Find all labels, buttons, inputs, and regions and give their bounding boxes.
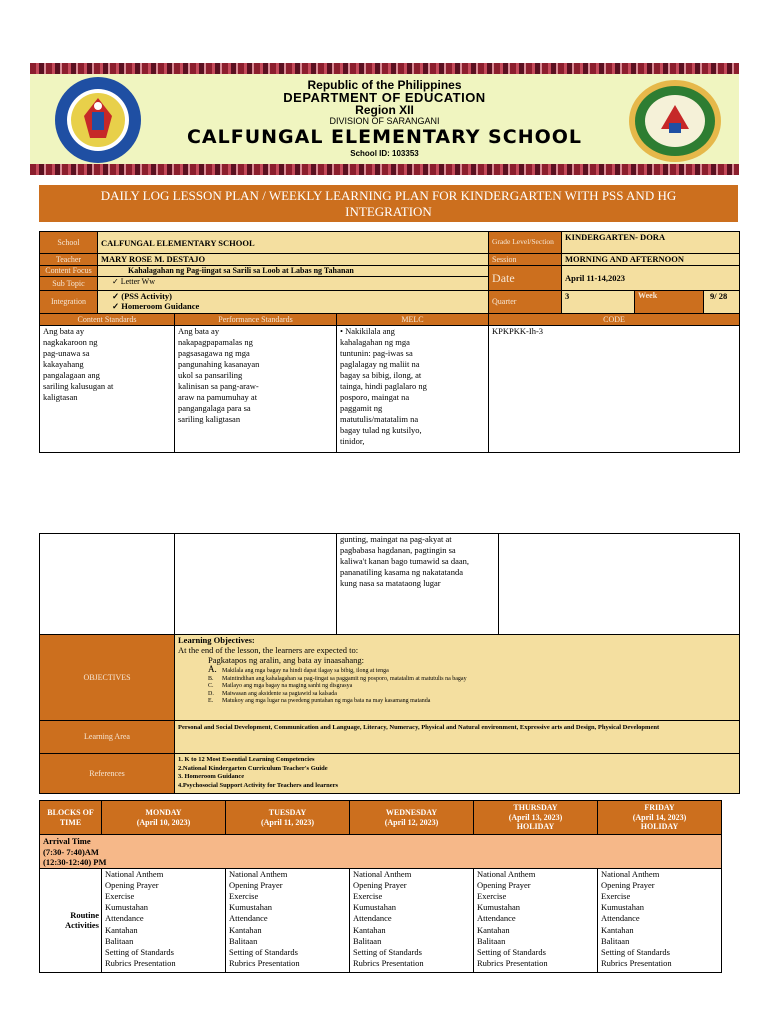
content-standards-text: Ang bata ay nagkakaroon ng pag-unawa sa kakayahang pangalagaan ang sariling kalusugan at kaligtasan bbox=[40, 326, 175, 453]
code-text: KPKPKK-Ih-3 bbox=[489, 326, 740, 453]
code-continued bbox=[499, 534, 740, 635]
objectives-sub-intro: Pagkatapos ng aralin, ang bata ay inaasahang: bbox=[208, 655, 365, 665]
routine-activity-item: Balitaan bbox=[105, 935, 134, 946]
reference-item: 4.Psychosocial Support Activity for Teachers and learners bbox=[178, 781, 339, 789]
day-header-monday bbox=[102, 801, 226, 835]
routine-activity-item: Kantahan bbox=[477, 924, 510, 935]
grade-value: KINDERGARTEN- DORA bbox=[562, 232, 740, 254]
school-value: CALFUNGAL ELEMENTARY SCHOOL bbox=[98, 232, 489, 254]
content-focus-label: Content Focus bbox=[40, 266, 98, 277]
lesson-plan-title: DAILY LOG LESSON PLAN / WEEKLY LEARNING PLAN FOR KINDERGARTEN WITH PSS AND HG INTEGRATION bbox=[39, 185, 738, 222]
melc-header: MELC bbox=[337, 314, 489, 326]
routine-activity-item: Exercise bbox=[229, 890, 259, 901]
routine-activity-item: Kumustahan bbox=[229, 902, 272, 913]
reference-item: 3. Homeroom Guidance bbox=[178, 773, 245, 780]
day-header-thursday bbox=[474, 801, 598, 835]
day-header-friday bbox=[598, 801, 722, 835]
routine-activity-item: Exercise bbox=[601, 890, 631, 901]
routine-activity-item: Rubrics Presentation bbox=[229, 958, 300, 969]
session-value: MORNING AND AFTERNOON bbox=[562, 254, 740, 266]
subtopic-value: ✓ Letter Ww bbox=[98, 277, 489, 291]
objective-item-c bbox=[178, 683, 736, 691]
routine-activity-item: Kantahan bbox=[601, 924, 634, 935]
routine-activity-item: Opening Prayer bbox=[353, 879, 407, 890]
objective-text: Matukoy ang mga lugar na pwedeng puntahan ng mga bata na may kasamang matanda bbox=[222, 698, 431, 704]
routine-activity-item: Setting of Standards bbox=[229, 946, 298, 957]
routine-list-tuesday bbox=[226, 868, 350, 972]
routine-activity-item: Setting of Standards bbox=[353, 946, 422, 957]
routine-activity-item: Kantahan bbox=[353, 924, 386, 935]
arrival-time-label: Arrival Time bbox=[43, 836, 91, 846]
routine-activity-item: Opening Prayer bbox=[105, 879, 159, 890]
day-header-text: (April 10, 2023) bbox=[136, 817, 191, 827]
objective-text: Makilala ang mga bagay na hindi dapat ilagay sa bibig, ilong at tenga bbox=[222, 668, 389, 674]
routine-activity-item: Exercise bbox=[105, 890, 135, 901]
school-header-banner bbox=[30, 63, 739, 175]
routine-activity-item: Opening Prayer bbox=[477, 879, 531, 890]
day-header-text: THURSDAY bbox=[513, 803, 558, 813]
day-header-text: FRIDAY bbox=[644, 803, 675, 813]
lesson-info-table bbox=[39, 231, 740, 453]
objective-text: B. bbox=[208, 675, 214, 682]
objective-item-e bbox=[178, 698, 736, 706]
week-label: Week bbox=[635, 291, 704, 313]
routine-activity-item: National Anthem bbox=[229, 868, 288, 879]
republic-line: Republic of the Philippines bbox=[307, 78, 462, 92]
teacher-value: MARY ROSE M. DESTAJO bbox=[98, 254, 489, 266]
routine-activity-item: Rubrics Presentation bbox=[601, 958, 672, 969]
department-line: DEPARTMENT OF EDUCATION bbox=[283, 90, 486, 105]
day-header-text: WEDNESDAY bbox=[385, 808, 438, 817]
routine-activity-item: National Anthem bbox=[477, 868, 536, 879]
routine-list-thursday bbox=[474, 868, 598, 972]
routine-activity-item: National Anthem bbox=[601, 868, 660, 879]
division-line: DIVISION OF SARANGANI bbox=[329, 116, 440, 126]
learning-area-label: Learning Area bbox=[40, 721, 175, 754]
routine-activity-item: Kumustahan bbox=[105, 902, 148, 913]
melc-text-part2: gunting, maingat na pag-akyat at pagbabasa hagdanan, pagtingin sa kaliwa't kanan bago tumawid sa daan, pananatiling kasama ng nakatatanda kung nasa sa matataong lugar bbox=[337, 534, 499, 635]
routine-activity-item: Attendance bbox=[353, 913, 392, 924]
objective-item-a bbox=[178, 666, 736, 676]
day-header-text: MONDAY bbox=[145, 808, 182, 817]
routine-list-wednesday bbox=[350, 868, 474, 972]
day-header-text: (April 11, 2023) bbox=[260, 817, 315, 827]
grade-label: Grade Level/Section bbox=[489, 232, 562, 254]
routine-activity-item: Setting of Standards bbox=[601, 946, 670, 957]
routine-activity-item: Kumustahan bbox=[353, 902, 396, 913]
learning-area-value: Personal and Social Development, Communication and Language, Literacy, Numeracy, Physical and Natural environment, Expressive arts and Design, Physical Development bbox=[175, 721, 740, 754]
routine-activity-item: Exercise bbox=[353, 890, 383, 901]
date-label: Date bbox=[489, 266, 562, 291]
references-list bbox=[175, 754, 740, 794]
day-header-text: (April 13, 2023) bbox=[508, 812, 563, 822]
integration-item-homeroom: ✓ Homeroom Guidance bbox=[112, 301, 200, 311]
quarter-label: Quarter bbox=[489, 291, 562, 314]
routine-activity-item: Balitaan bbox=[477, 935, 506, 946]
routine-activity-item: National Anthem bbox=[105, 868, 164, 879]
code-header: CODE bbox=[489, 314, 740, 326]
objective-item-b bbox=[178, 676, 736, 684]
routine-activity-item: Kumustahan bbox=[601, 902, 644, 913]
objective-item-d bbox=[178, 691, 736, 699]
session-label: Session bbox=[489, 254, 562, 266]
holiday-label: HOLIDAY bbox=[640, 822, 679, 832]
routine-activity-item: Attendance bbox=[601, 913, 640, 924]
routine-activity-item: Opening Prayer bbox=[229, 879, 283, 890]
week-cell bbox=[635, 291, 740, 314]
routine-activity-item: National Anthem bbox=[353, 868, 412, 879]
objectives-content bbox=[175, 635, 740, 721]
routine-activity-item: Exercise bbox=[477, 890, 507, 901]
reference-item: 1. K to 12 Most Essential Learning Competencies bbox=[178, 756, 315, 763]
reference-item: 2.National Kindergarten Curriculum Teacher's Guide bbox=[178, 764, 328, 772]
objectives-heading: Learning Objectives: bbox=[178, 635, 255, 645]
routine-list-friday bbox=[598, 868, 722, 972]
arrival-time-pm: (12:30-12:40) PM bbox=[43, 857, 107, 867]
routine-activity-item: Rubrics Presentation bbox=[353, 958, 424, 969]
day-header-text: (April 14, 2023) bbox=[632, 812, 687, 822]
routine-activity-item: Balitaan bbox=[229, 935, 258, 946]
quarter-number: 3 bbox=[565, 291, 570, 301]
quarter-value bbox=[562, 291, 635, 314]
routine-activity-item: Kumustahan bbox=[477, 902, 520, 913]
subtopic-label: Sub Topic bbox=[40, 277, 98, 291]
routine-activity-item: Attendance bbox=[229, 913, 268, 924]
day-header-text: TUESDAY bbox=[268, 808, 307, 817]
references-label: References bbox=[40, 754, 175, 794]
routine-activity-item: Balitaan bbox=[353, 935, 382, 946]
week-value: 9/ 28 bbox=[710, 291, 728, 301]
arrival-time-am: (7:30- 7:40)AM bbox=[43, 846, 99, 857]
content-standards-continued bbox=[40, 534, 175, 635]
routine-activity-item: Kantahan bbox=[105, 924, 138, 935]
routine-activity-item: Kantahan bbox=[229, 924, 262, 935]
integration-label: Integration bbox=[40, 291, 98, 314]
day-header-tuesday bbox=[226, 801, 350, 835]
routine-activity-item: Opening Prayer bbox=[601, 879, 655, 890]
melc-text-part1: • Nakikilala ang kahalagahan ng mga tuntunin: pag-iwas sa paglalagay ng maliit na bagay sa bibig, ilong, at tainga, hindi paglalaro ng posporo, maingat na paggamit ng matutulis/matatalim na bagay tulad ng kutsilyo, tinidor, bbox=[337, 326, 489, 453]
holiday-label: HOLIDAY bbox=[516, 822, 555, 832]
school-id: School ID: 103353 bbox=[350, 149, 419, 158]
objective-text: D. bbox=[208, 690, 214, 697]
objectives-label: OBJECTIVES bbox=[40, 635, 175, 721]
decorative-stripe-bottom bbox=[30, 164, 739, 175]
routine-activity-item: Setting of Standards bbox=[477, 946, 546, 957]
performance-standards-header: Performance Standards bbox=[175, 314, 337, 326]
routine-activity-item: Attendance bbox=[105, 913, 144, 924]
objectives-intro: At the end of the lesson, the learners are expected to: bbox=[178, 645, 359, 655]
objective-text: E. bbox=[208, 698, 214, 704]
objective-text: A. bbox=[208, 664, 217, 674]
integration-item-pss: ✓ (PSS Activity) bbox=[112, 291, 173, 301]
date-value: April 11-14,2023 bbox=[562, 266, 740, 291]
teacher-label: Teacher bbox=[40, 254, 98, 266]
performance-standards-continued bbox=[175, 534, 337, 635]
school-name: CALFUNGAL ELEMENTARY SCHOOL bbox=[186, 126, 583, 148]
routine-activity-item: Balitaan bbox=[601, 935, 630, 946]
routine-activity-item: Setting of Standards bbox=[105, 946, 174, 957]
objective-text: C. bbox=[208, 683, 214, 689]
arrival-time-row bbox=[40, 835, 722, 869]
routine-list-monday bbox=[102, 868, 226, 972]
content-focus-value: Kahalagahan ng Pag-iingat sa Sarili sa Loob at Labas ng Tahanan bbox=[98, 266, 489, 277]
routine-activities-label: Routine Activities bbox=[40, 868, 102, 972]
routine-activity-item: Attendance bbox=[477, 913, 516, 924]
day-header-text: (April 12, 2023) bbox=[384, 817, 439, 827]
day-header-wednesday bbox=[350, 801, 474, 835]
routine-activity-item: Rubrics Presentation bbox=[105, 958, 176, 969]
school-label: School bbox=[40, 232, 98, 254]
integration-value bbox=[98, 291, 489, 314]
objective-text: Maiwasan ang aksidente sa pagtawid sa kalsada bbox=[222, 690, 337, 697]
weekly-schedule-table bbox=[39, 800, 722, 973]
objective-text: Maintindihan ang kahalagahan sa pag-iingat sa paggamit ng posporo, matatalim at matutulis na bagay bbox=[222, 675, 467, 682]
decorative-stripe-top bbox=[30, 63, 739, 74]
blocks-of-time-header: BLOCKS OF TIME bbox=[40, 801, 102, 835]
performance-standards-text: Ang bata ay nakapagpapamalas ng pagsasagawa ng mga pangunahing kasanayan ukol sa pansariling kalinisan sa pang-araw-araw na pamumuhay at pangangalaga para sa sariling kaligtasan bbox=[175, 326, 337, 453]
lesson-details-table bbox=[39, 533, 740, 794]
content-standards-header: Content Standards bbox=[40, 314, 175, 326]
objective-text: Mailayo ang mga bagay na maging sanhi ng disgrasya bbox=[222, 683, 353, 689]
region-line: Region XII bbox=[355, 103, 414, 117]
routine-activity-item: Rubrics Presentation bbox=[477, 958, 548, 969]
